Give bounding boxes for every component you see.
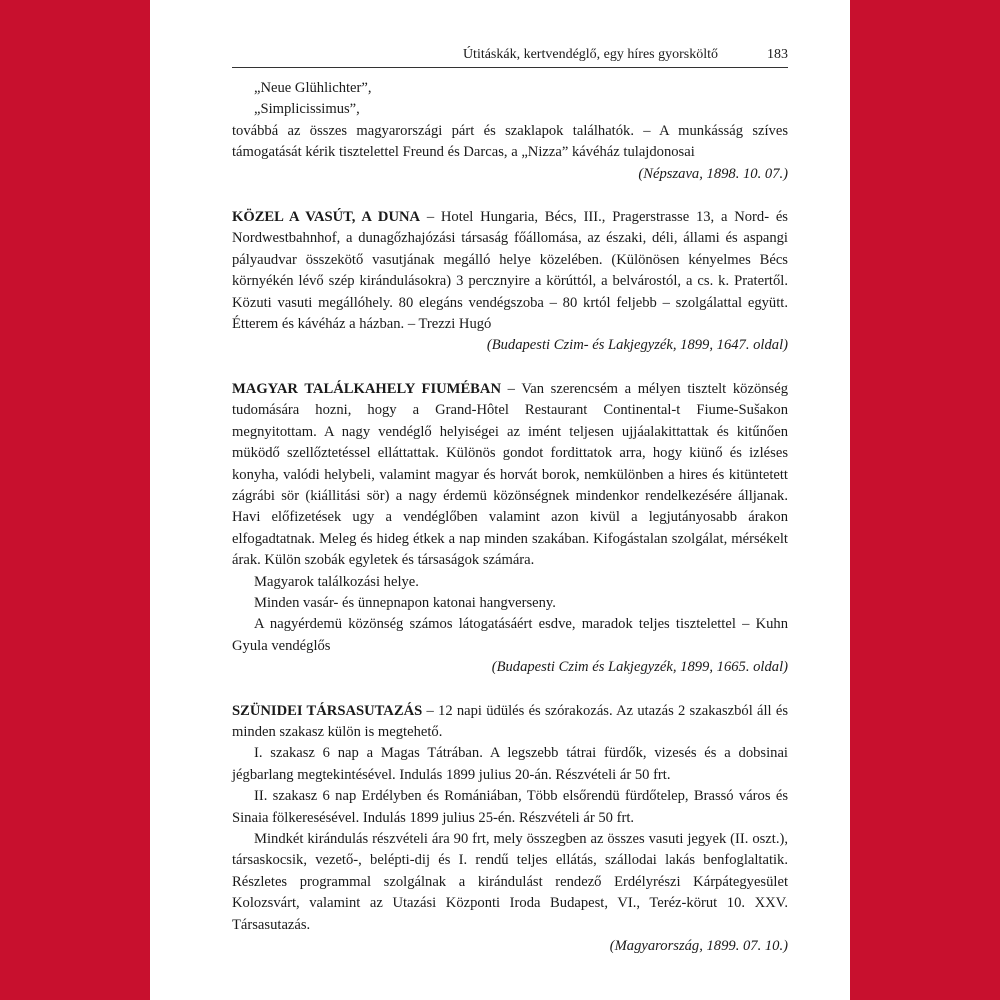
page-number: 183 — [767, 47, 788, 62]
paragraph: I. szakasz 6 nap a Magas Tátrában. A legszebb tátrai fürdők, vizesés és a dobsinai jégbarlang megtekintésével. Indulás 1899 julius 20-án. Részvételi ár 50 frt. — [232, 745, 788, 783]
article-heading: MAGYAR TALÁLKAHELY FIUMÉBAN — [232, 380, 501, 397]
page-body — [232, 78, 788, 979]
paper-title-line: „Neue Glühlichter”, — [254, 80, 372, 96]
article-text: – Van szerencsém a mélyen tisztelt közönség tudomására hozni, hogy a Grand-Hôtel Restaurant Continental-t Fiume-Sušakon megnyitottam. A nagy vendéglő helyiségei az imént teljesen ujjáalakittattak és kitűnően müködő szellőztetéssel elláttattak. Különös gondot fordittatok arra, hogy kiünő és izléses konyha, valódi helybeli, valamint magyar és horvát borok, nemkülönben a hires és kitüntetett zágrábi sör (kiállitási sör) a nagy érdemü közönségnek mindenkor rendelkezésére álljanak. Havi előfizetések ugy a vendéglőben valamint azon kivül a legjutányosabb árakon elfogadtatnak. Meleg és hideg étkek a nap minden szakában. Kifogástalan szolgálat, mérsékelt árak. Külön szobák egyletek és társaságok számára. — [232, 380, 788, 569]
running-title: Útitáskák, kertvendéglő, egy híres gyorsköltő — [462, 47, 718, 62]
book-page — [150, 0, 850, 1000]
paragraph: Mindkét kirándulás részvételi ára 90 frt, mely összegben az összes vasuti jegyek (II. oszt.), társaskocsik, vezető-, belépti-dij és I. rendű teljes ellátás, szállodai lakás benfoglaltatik. Részletes programmal szolgálnak a kirándulást rendező Erdélyrészi Kárpátegyesület Kolozsvárt, valamint az Utazási Központi Iroda Budapest, VI., Teréz-körut 10. XXV. Társasutazás. — [232, 831, 788, 933]
article — [232, 379, 788, 572]
paragraph: II. szakasz 6 nap Erdélyben és Romániában, Több elsőrendü fürdőtelep, Brassó város és Sinaia fölkeresésével. Indulás 1899 julius 25-én. Részvételi ár 50 frt. — [232, 788, 788, 826]
paragraph: A nagyérdemü közönség számos látogatásáért esdve, maradok teljes tisztelettel – Kuhn Gyula vendéglős — [232, 616, 788, 654]
article — [232, 701, 788, 744]
source-citation: (Népszava, 1898. 10. 07.) — [638, 165, 788, 182]
paragraph: továbbá az összes magyarországi párt és szaklapok találhatók. – A munkásság szíves támogatását kérik tisztelettel Freund és Darcas, a „Nizza” kávéház tulajdonosai — [232, 122, 788, 161]
article-heading: SZÜNIDEI TÁRSASUTAZÁS — [232, 702, 423, 719]
running-header — [232, 44, 788, 68]
source-citation: (Budapesti Czim és Lakjegyzék, 1899, 1665. oldal) — [491, 659, 788, 676]
source-citation: (Budapesti Czim- és Lakjegyzék, 1899, 1647. oldal) — [486, 337, 788, 354]
article-text: – Hotel Hungaria, Bécs, III., Pragerstrasse 13, a Nord- és Nordwestbahnhof, a dunagőzhajózási társaság főállomása, az északi, déli, állami és aspangi pályaudvar összekötő vasutjának megálló helye közelében. (Különösen kényelmes Bécs környékén lévő szép kirándulásokra) 3 percznyire a körúttól, a belvárostól, a cs. k. Pratertől. Közuti vasuti megállóhely. 80 elegáns vendégszoba – 80 krtól feljebb – szolgálattal együtt. Étterem és kávéház a házban. – Trezzi Hugó — [232, 209, 788, 333]
article-heading: KÖZEL A VASÚT, A DUNA — [232, 209, 421, 226]
paragraph: Magyarok találkozási helye. — [254, 573, 419, 590]
paragraph: Minden vasár- és ünnepnapon katonai hangverseny. — [254, 594, 556, 611]
article — [232, 207, 788, 335]
paper-title-line: „Simplicissimus”, — [254, 101, 360, 118]
source-citation: (Magyarország, 1899. 07. 10.) — [609, 938, 788, 955]
article-text: – 12 napi üdülés és szórakozás. Az utazás 2 szakaszból áll és minden szakasz külön is megtehető. — [232, 702, 788, 740]
